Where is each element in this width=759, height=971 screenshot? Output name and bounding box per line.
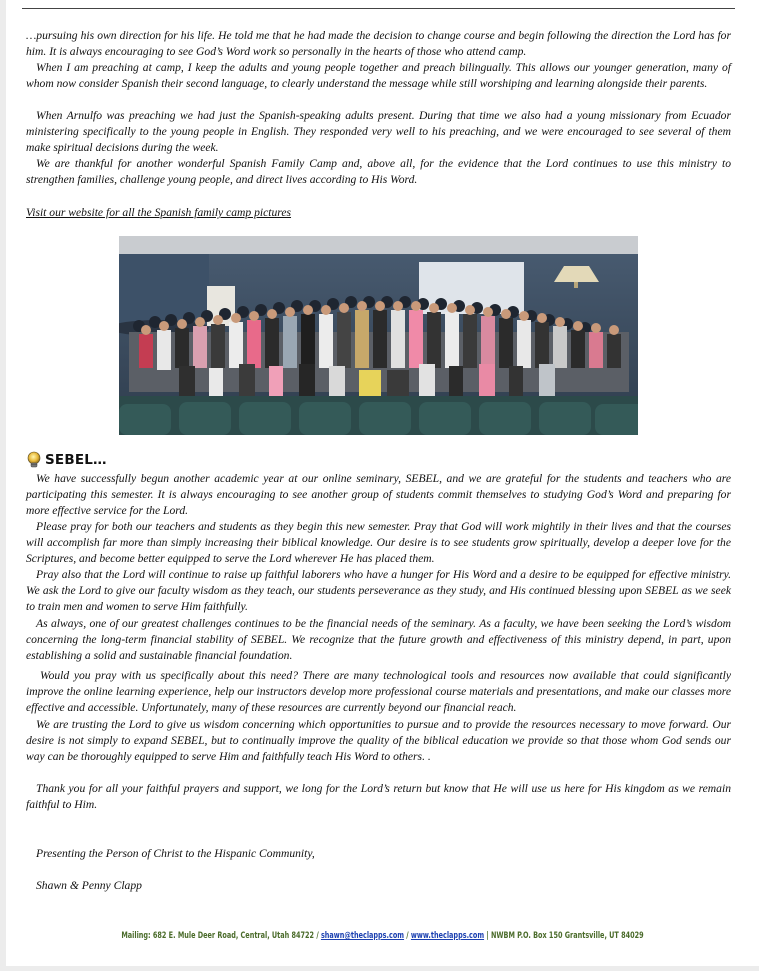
closing-thanks: Thank you for all your faithful prayers and support, we long for the Lord’s return but know that He will use us here for His kingdom as we remain faithful to Him.	[26, 782, 731, 812]
footer-website-link[interactable]: www.theclapps.com	[410, 930, 485, 940]
sebel-paragraph-5: Would you pray with us specifically about this need? There are many technological tools and resources now available that could significantly improve the online learning experience, help our instructors develop more professional course materials and presentations, and make our classes more effective and accessible. Unfortunately, many of these resources are currently beyond our financial reach.	[26, 669, 731, 715]
sebel-paragraph-1: We have successfully begun another academic year at our online seminary, SEBEL, and we are grateful for the students and teachers who are participating this semester. It is always encouraging to see another group of students commit themselves to studying God’s Word and preparing for more effective service for the Lord.	[26, 472, 731, 518]
sebel-paragraph-6: We are trusting the Lord to give us wisdom concerning which opportunities to pursue and to provide the resources necessary to move forward. Our desire is not simply to expand SEBEL, but to continually improve the quality of the biblical education we provide so that those whom God sends our way can be thoroughly equipped to serve Him and faithfully teach His Word to others. .	[26, 718, 731, 764]
intro-paragraph-3: When Arnulfo was preaching we had just the Spanish-speaking adults present. During that time we also had a young missionary from Ecuador ministering specifically to the young people in English. They responded very well to his preaching, and we were encouraged to see several of them make spiritual decisions during the week.	[26, 109, 731, 155]
intro-paragraph-4: We are thankful for another wonderful Spanish Family Camp and, above all, for the evidence that the Lord continues to use this ministry to strengthen families, challenge young people, and direct lives according to His Word.	[26, 157, 731, 187]
footer-separator: /	[404, 930, 411, 940]
lightbulb-icon	[26, 451, 42, 469]
footer-contact	[59, 930, 707, 940]
sebel-heading	[26, 450, 107, 470]
camp-pictures-link[interactable]: Visit our website for all the Spanish family camp pictures	[26, 206, 292, 219]
section-title: SEBEL…	[45, 452, 107, 468]
intro-paragraph-2: When I am preaching at camp, I keep the adults and young people together and preach bilingually. This allows our younger generation, many of whom now consider Spanish their second language, to clearly understand the message while still worshiping and learning alongside their parents.	[26, 61, 731, 91]
intro-paragraph-1: …pursuing his own direction for his life. He told me that he had made the decision to change course and begin following the direction the Lord has for him. It is always encouraging to see God’s Word work so personally in the hearts of those who attend camp.	[26, 29, 731, 59]
closing-motto: Presenting the Person of Christ to the Hispanic Community,	[36, 847, 315, 860]
top-divider	[22, 8, 735, 9]
footer-nwbm-address: | NWBM P.O. Box 150 Grantsville, UT 84029	[484, 930, 644, 940]
newsletter-page	[6, 0, 759, 966]
footer-email-link[interactable]: shawn@theclapps.com	[320, 930, 405, 940]
signature: Shawn & Penny Clapp	[36, 879, 142, 892]
footer-mailing: Mailing: 682 E. Mule Deer Road, Central, Utah 84722 /	[121, 930, 321, 940]
sebel-paragraph-4: As always, one of our greatest challenges continues to be the financial needs of the seminary. As a faculty, we have been seeking the Lord’s wisdom concerning the long-term financial stability of SEBEL. We recognize that the future growth and effectiveness of this ministry depend, in part, upon establishing a solid and sustainable financial foundation.	[26, 617, 731, 663]
sebel-paragraph-3: Pray also that the Lord will continue to raise up faithful laborers who have a hunger for His Word and a desire to be equipped for effective ministry. We ask the Lord to give our faculty wisdom as they teach, our students perseverance as they study, and His continued blessing upon SEBEL as we seek to train men and women to serve Him faithfully.	[26, 568, 731, 614]
family-camp-group-photo	[119, 236, 638, 435]
sebel-paragraph-2: Please pray for both our teachers and students as they begin this new semester. Pray that God will work mightily in their lives and that the courses will accomplish far more than simply increasing their biblical knowledge. Our desire is to see students grow spiritually, develop a deeper love for the Scriptures, and become better equipped to serve the Lord wherever He has placed them.	[26, 520, 731, 566]
